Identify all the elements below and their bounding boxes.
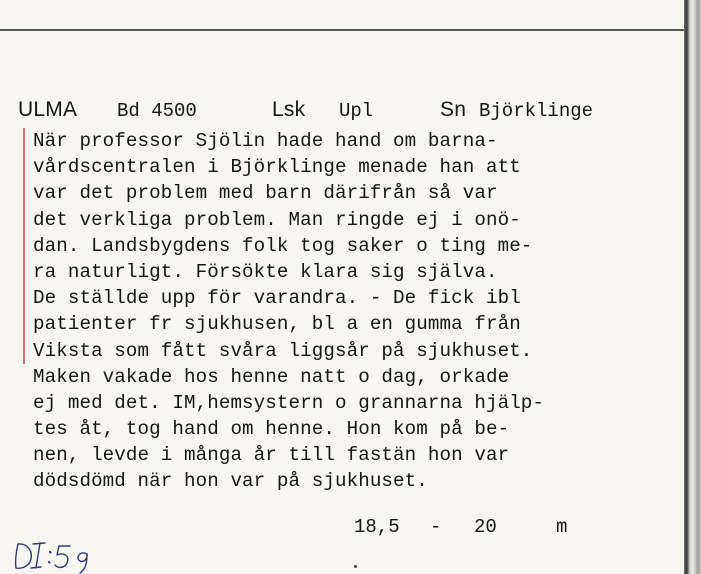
ink-speck: [354, 565, 357, 568]
text-line: Viksta som fått svåra liggsår på sjukhuset.: [33, 339, 533, 362]
text-line: patienter fr sjukhusen, bl a en gumma från: [33, 313, 521, 336]
card-top-border: [0, 29, 684, 31]
landskap-label: Lsk: [272, 98, 306, 121]
archive-number: Bd 4500: [117, 100, 197, 122]
landskap-value: Upl: [339, 100, 374, 122]
text-line: dan. Landsbygdens folk tog saker o ting me-: [33, 234, 533, 257]
text-line: ra naturligt. Försökte klara sig själva.: [33, 260, 498, 283]
text-line: dödsdömd när hon var på sjukhuset.: [33, 470, 428, 493]
text-line: De ställde upp för varandra. - De fick ibl: [33, 287, 521, 310]
archive-label: ULMA: [18, 98, 78, 121]
text-line: var det problem med barn därifrån så var: [33, 182, 498, 205]
text-line: Maken vakade hos henne natt o dag, orkade: [33, 365, 510, 388]
record-text: [33, 128, 673, 495]
text-line: ej med det. IM,hemsystern o grannarna hjälp-: [33, 391, 545, 414]
text-line: det verkliga problem. Man ringde ej i onö-: [33, 208, 521, 231]
text-line: nen, levde i många år till fastän hon var: [33, 444, 510, 467]
handwritten-signature: [12, 538, 122, 574]
margin-rule: [23, 128, 25, 364]
text-line: När professor Sjölin hade hand om barna-: [33, 130, 498, 152]
card-edge: [684, 0, 701, 574]
text-line: tes åt, tog hand om henne. Hon kom på be-: [33, 418, 510, 441]
page-to: 20: [474, 516, 497, 538]
card-header: [0, 98, 684, 128]
page-from: 18,5: [354, 516, 400, 538]
page-dash: -: [430, 516, 442, 538]
text-line: vårdscentralen i Björklinge menade han att: [33, 156, 521, 179]
socken-value: Björklinge: [479, 100, 594, 122]
page-unit: m: [556, 516, 568, 538]
socken-label: Sn: [440, 98, 467, 121]
